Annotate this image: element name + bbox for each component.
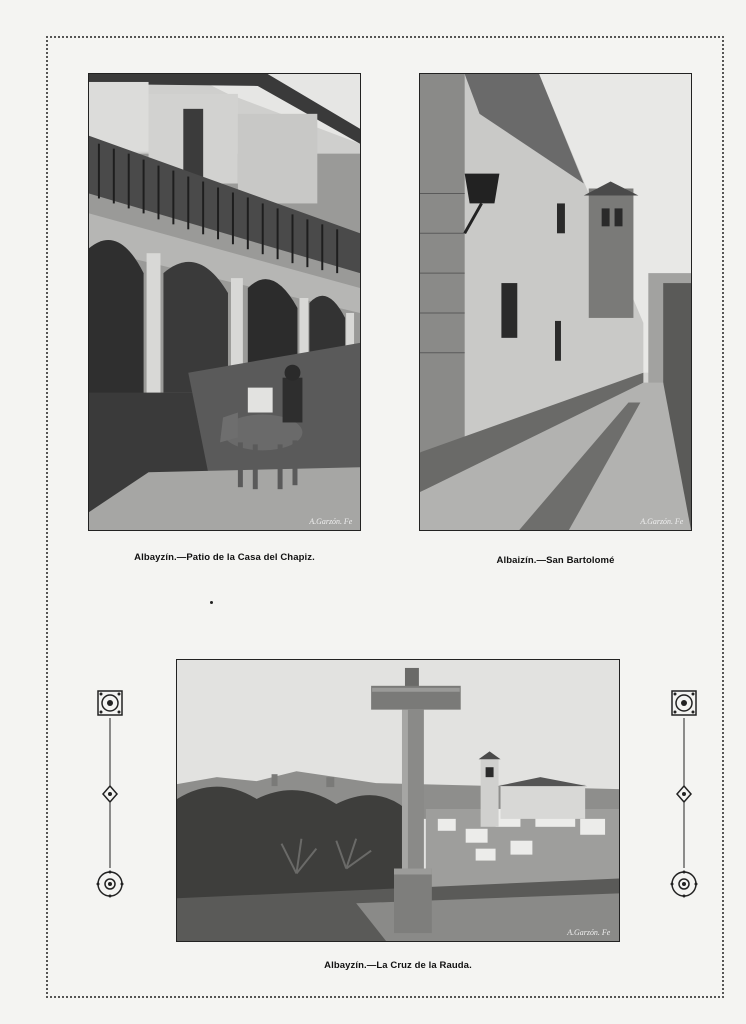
print-speck bbox=[210, 601, 213, 604]
ornament-diamond-icon bbox=[677, 786, 691, 802]
ornament-right bbox=[669, 688, 699, 903]
ornament-rosette-icon bbox=[97, 871, 124, 898]
ornament-rosette-icon bbox=[672, 691, 696, 715]
photo-signature: A.Garzón. Fe bbox=[640, 517, 684, 527]
caption-cruz-de-la-rauda: Albayzín.—La Cruz de la Rauda. bbox=[324, 960, 472, 971]
ornament-rosette-icon bbox=[671, 871, 698, 898]
photo-patio-casa-chapiz bbox=[88, 73, 361, 531]
ornament-rosette-icon bbox=[98, 691, 122, 715]
caption-patio-casa-chapiz: Albayzín.—Patio de la Casa del Chapiz. bbox=[134, 552, 315, 563]
photo-signature: A.Garzón. Fe bbox=[309, 517, 353, 527]
photo-signature: A.Garzón. Fe bbox=[567, 928, 611, 938]
photo-cruz-de-la-rauda bbox=[176, 659, 620, 942]
ornament-diamond-icon bbox=[103, 786, 117, 802]
caption-san-bartolome: Albaizín.—San Bartolomé bbox=[496, 555, 615, 566]
ornament-left bbox=[95, 688, 125, 903]
photo-san-bartolome bbox=[419, 73, 692, 531]
